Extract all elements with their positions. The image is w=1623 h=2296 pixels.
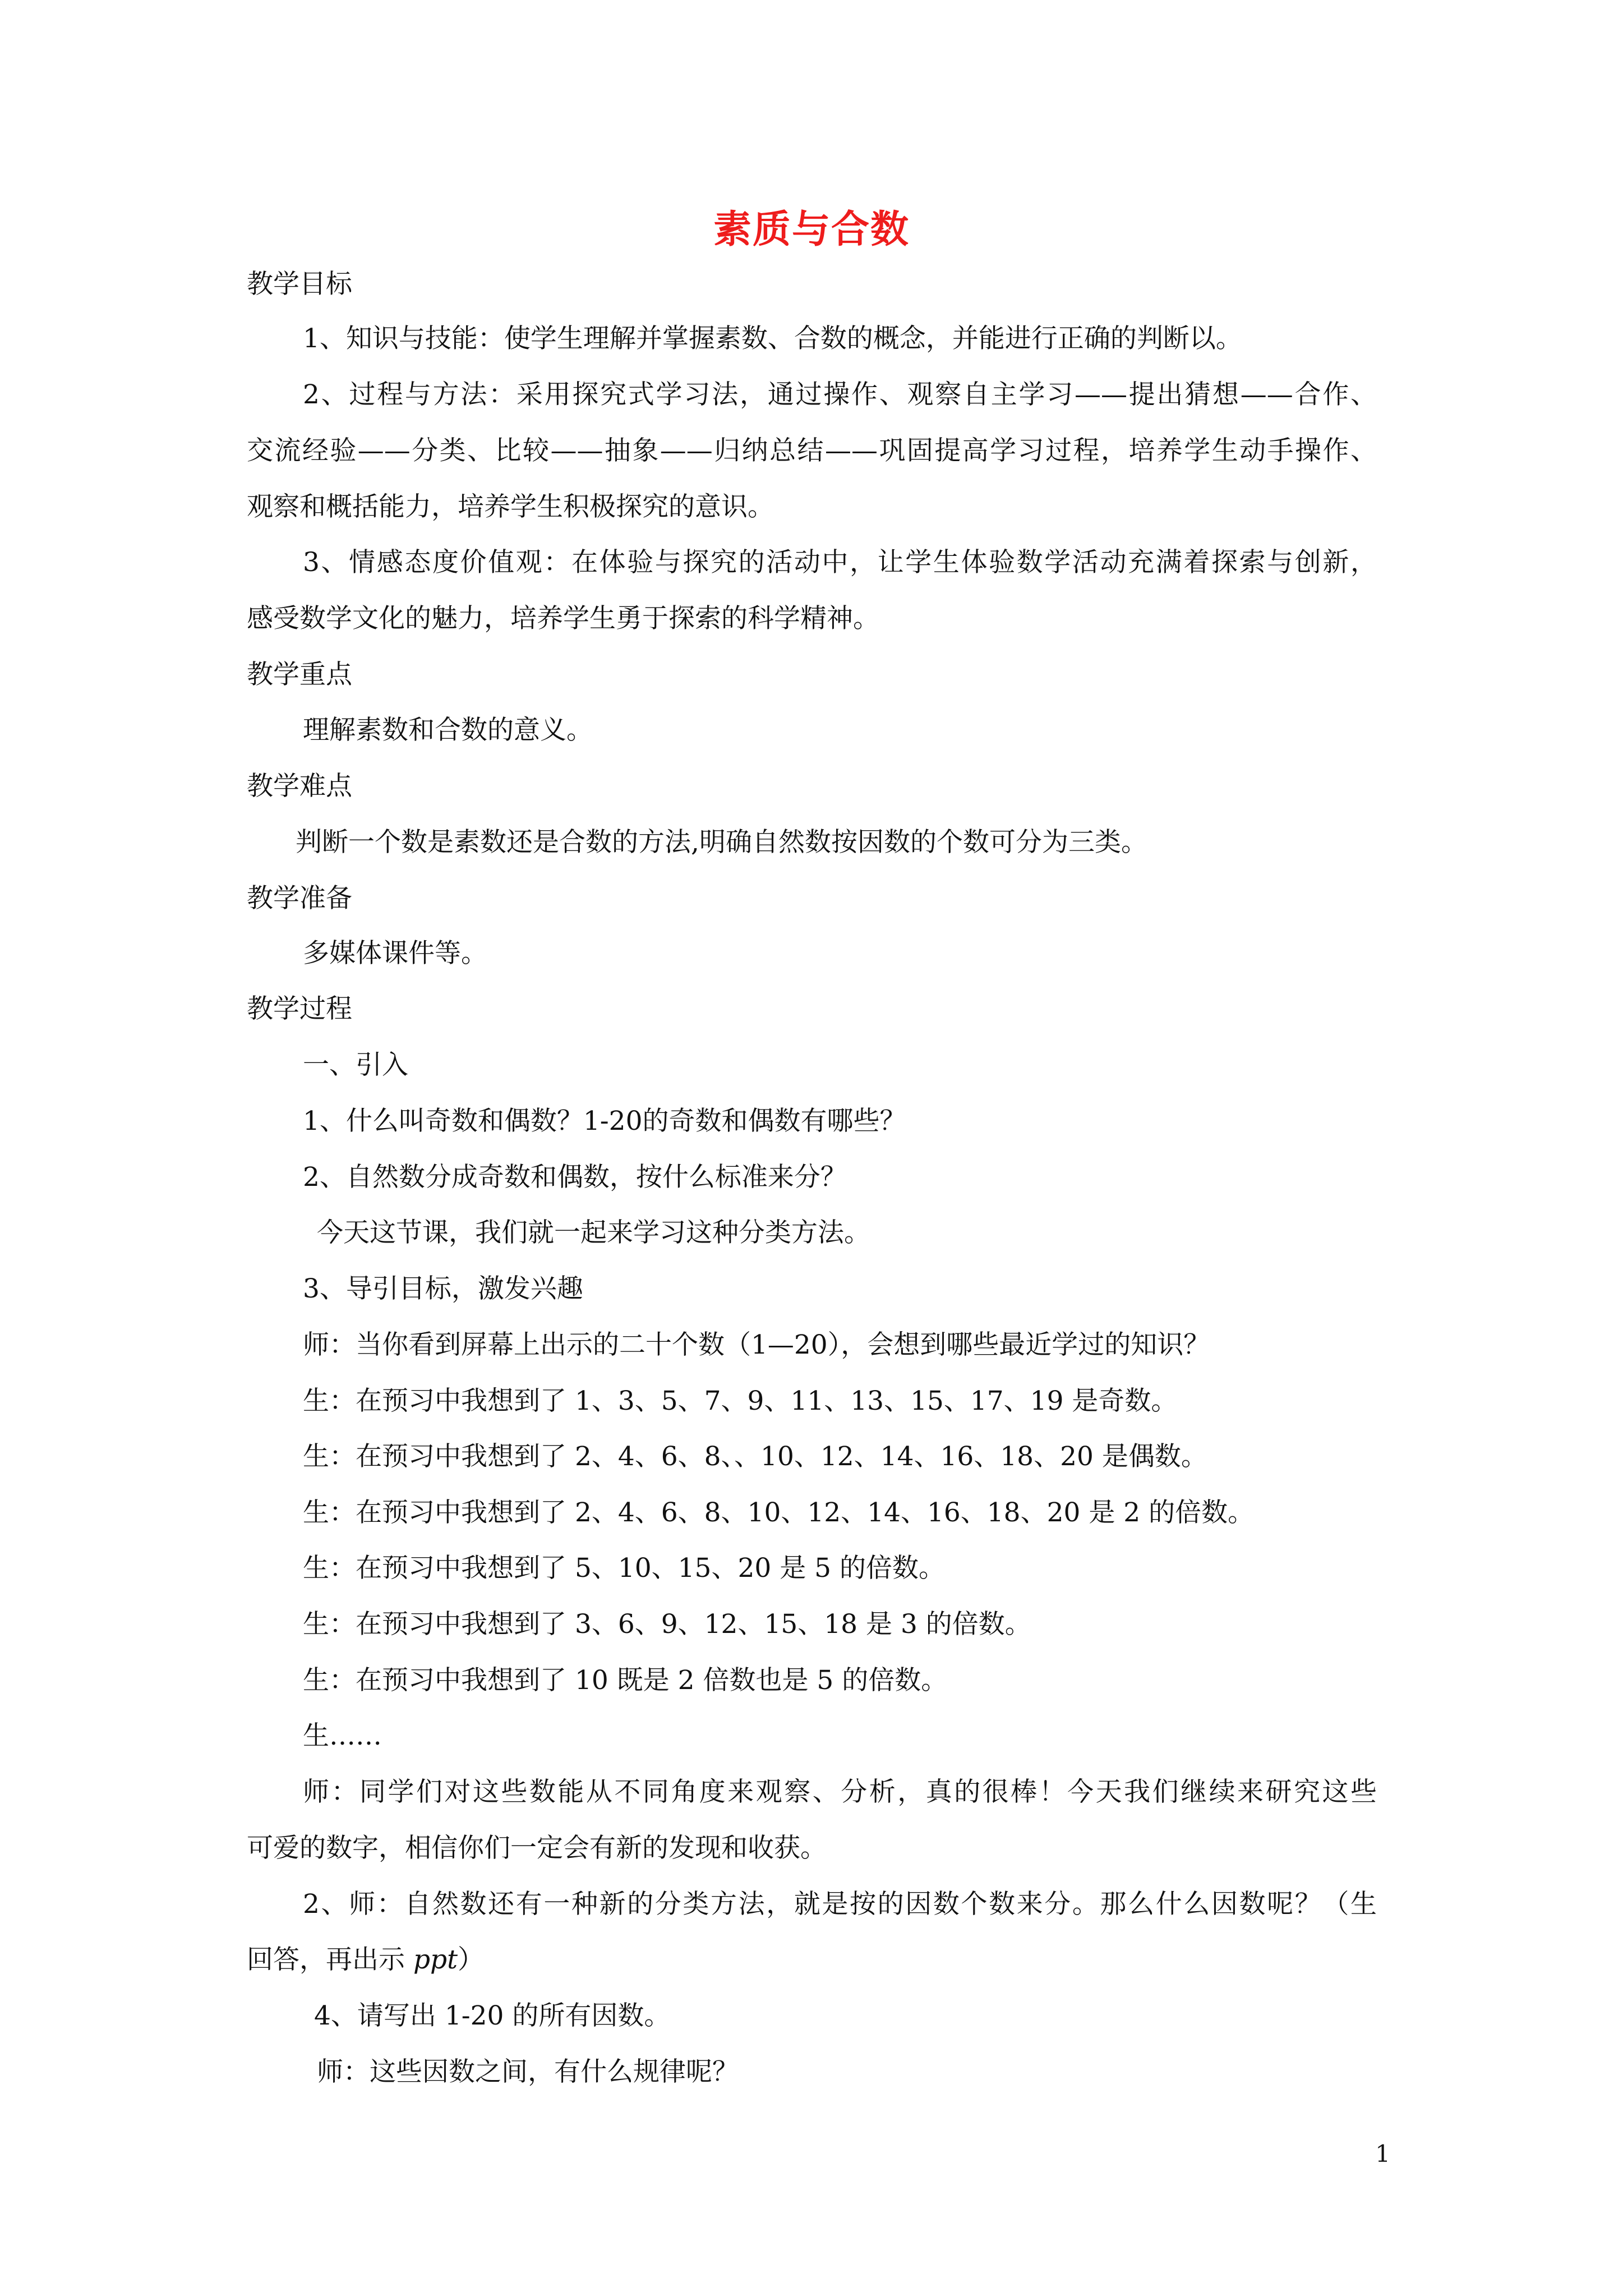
teacher-line-2b: 可爱的数字，相信你们一定会有新的发现和收获。	[247, 1833, 827, 1864]
teacher-line-3b	[247, 1943, 484, 1977]
document-title: 素质与合数	[713, 207, 910, 252]
student-line-1: 生：在预习中我想到了 1、3、5、7、9、11、13、15、17、19 是奇数。	[303, 1386, 1178, 1416]
student-line-6: 生：在预习中我想到了 10 既是 2 倍数也是 5 的倍数。	[303, 1665, 948, 1696]
preparation-text: 多媒体课件等。	[303, 938, 487, 969]
student-line-3: 生：在预习中我想到了 2、4、6、8、10、12、14、16、18、20 是 2 的倍数。	[303, 1497, 1255, 1528]
student-line-5: 生：在预习中我想到了 3、6、9、12、15、18 是 3 的倍数。	[303, 1609, 1031, 1640]
difficulties-text: 判断一个数是素数还是合数的方法,明确自然数按因数的个数可分为三类。	[296, 827, 1147, 858]
teacher-line-3b-text: 回答，再出示	[247, 1944, 413, 1975]
page-number: 1	[1375, 2140, 1390, 2168]
objective-item-3-line-2: 感受数学文化的魅力，培养学生勇于探索的科学精神。	[247, 603, 879, 634]
heading-objectives: 教学目标	[247, 269, 352, 300]
heading-key-points: 教学重点	[247, 659, 352, 690]
teacher-line-3b-close: ）	[458, 1944, 485, 1975]
heading-preparation: 教学准备	[247, 883, 352, 914]
teacher-line-3a: 2、师：自然数还有一种新的分类方法，就是按的因数个数来分。那么什么因数呢？（生	[303, 1889, 1377, 1920]
objective-item-1: 1、知识与技能：使学生理解并掌握素数、合数的概念，并能进行正确的判断以。	[303, 323, 1242, 354]
key-points-text: 理解素数和合数的意义。	[303, 715, 593, 746]
objective-item-2-line-3: 观察和概括能力，培养学生积极探究的意识。	[247, 491, 774, 522]
objective-item-2-line-2: 交流经验——分类、比较——抽象——归纳总结——巩固提高学习过程，培养学生动手操作、	[247, 435, 1377, 466]
ppt-label: ppt	[413, 1944, 458, 1975]
teacher-line-1: 师：当你看到屏幕上出示的二十个数（1—20），会想到哪些最近学过的知识？	[303, 1329, 1210, 1360]
process-question-3: 3、导引目标，激发兴趣	[303, 1273, 583, 1304]
student-line-7: 生……	[303, 1720, 382, 1751]
objective-item-3-line-1: 3、情感态度价值观：在体验与探究的活动中，让学生体验数学活动充满着探索与创新，	[303, 547, 1377, 578]
process-today: 今天这节课，我们就一起来学习这种分类方法。	[317, 1217, 870, 1248]
student-line-2: 生：在预习中我想到了 2、4、6、8、、10、12、14、16、18、20 是偶数。	[303, 1441, 1207, 1472]
process-question-1: 1、什么叫奇数和偶数？1-20的奇数和偶数有哪些？	[303, 1106, 906, 1137]
objective-item-2-line-1: 2、过程与方法：采用探究式学习法，通过操作、观察自主学习——提出猜想——合作、	[303, 379, 1377, 410]
process-question-2: 2、自然数分成奇数和偶数，按什么标准来分？	[303, 1162, 847, 1193]
student-line-4: 生：在预习中我想到了 5、10、15、20 是 5 的倍数。	[303, 1553, 945, 1584]
teacher-line-2a: 师：同学们对这些数能从不同角度来观察、分析，真的很棒！今天我们继续来研究这些	[303, 1777, 1377, 1807]
process-intro: 一、引入	[303, 1050, 408, 1080]
teacher-line-4: 师：这些因数之间，有什么规律呢？	[317, 2056, 739, 2087]
process-question-4: 4、请写出 1-20 的所有因数。	[314, 2000, 671, 2031]
heading-difficulties: 教学难点	[247, 771, 352, 802]
heading-process: 教学过程	[247, 993, 352, 1024]
